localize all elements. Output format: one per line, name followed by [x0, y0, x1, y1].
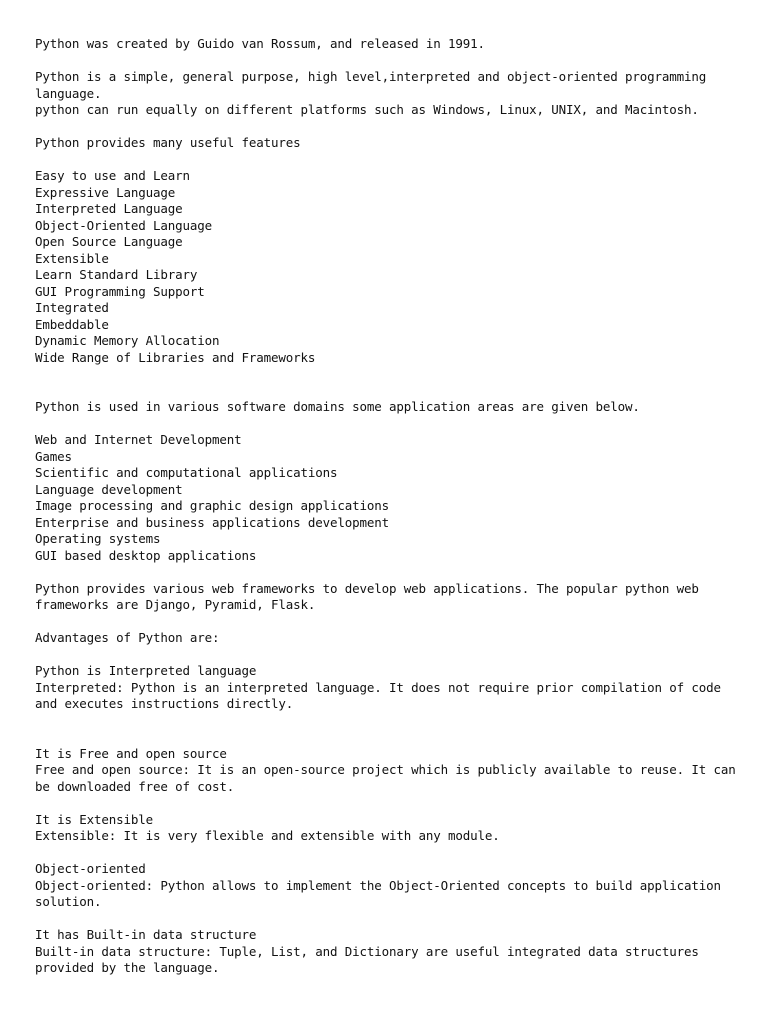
advantage-heading: It has Built-in data structure: [35, 927, 257, 942]
advantage-heading: Object-oriented: [35, 861, 146, 876]
advantage-detail: Interpreted: Python is an interpreted language. It does not require prior compilation of code and executes instructions directly.: [35, 679, 729, 711]
domain-item: Scientific and computational applications: [35, 465, 338, 480]
advantage-heading: It is Free and open source: [35, 745, 227, 761]
created-line: Python was created by Guido van Rossum, and released in 1991.: [35, 36, 485, 51]
domain-item: Image processing and graphic design applications: [35, 498, 390, 513]
domain-item: Operating systems: [35, 531, 161, 546]
advantage-heading: It is Extensible: [35, 811, 154, 827]
feature-item: Learn Standard Library: [35, 267, 198, 282]
feature-item: Dynamic Memory Allocation: [35, 333, 220, 348]
domains-list: [35, 432, 738, 564]
domains-intro: Python is used in various software domains some application areas are given below.: [35, 399, 640, 414]
domain-item: GUI based desktop applications: [35, 547, 257, 563]
domain-item: Games: [35, 448, 72, 464]
advantage-detail: Free and open source: It is an open-source project which is publicly available to reuse. It can be downloaded free of cost.: [35, 762, 744, 794]
feature-item: Integrated: [35, 300, 109, 315]
web-frameworks-paragraph: Python provides various web frameworks to develop web applications. The popular python web frameworks are Django, Pyramid, Flask.: [35, 580, 707, 612]
advantage-section: [35, 663, 738, 713]
advantage-heading: Python is Interpreted language: [35, 663, 257, 678]
feature-item: Easy to use and Learn: [35, 168, 190, 183]
feature-item: Open Source Language: [35, 234, 183, 249]
domain-item: Language development: [35, 481, 183, 497]
platforms-line: python can run equally on different platforms such as Windows, Linux, UNIX, and Macintosh.: [35, 102, 699, 117]
advantage-detail: Extensible: It is very flexible and extensible with any module.: [35, 828, 500, 843]
feature-item: Object-Oriented Language: [35, 217, 213, 233]
features-list: [35, 168, 738, 366]
advantage-section: [35, 745, 744, 796]
feature-item: Extensible: [35, 250, 109, 266]
features-intro: Python provides many useful features: [35, 135, 301, 150]
feature-item: Wide Range of Libraries and Frameworks: [35, 349, 316, 365]
domain-item: Web and Internet Development: [35, 432, 242, 447]
advantage-section: [35, 812, 738, 845]
advantage-section: [35, 927, 738, 977]
advantage-detail: Object-oriented: Python allows to implement the Object-Oriented concepts to build application solution.: [35, 877, 729, 909]
feature-item: Embeddable: [35, 316, 109, 332]
description-paragraph: Python is a simple, general purpose, high level,interpreted and object-oriented programming language.: [35, 69, 714, 101]
advantage-detail: Built-in data structure: Tuple, List, and Dictionary are useful integrated data structures provided by the language.: [35, 943, 707, 975]
advantages-intro: Advantages of Python are:: [35, 630, 220, 645]
feature-item: Expressive Language: [35, 184, 176, 200]
feature-item: GUI Programming Support: [35, 283, 205, 299]
feature-item: Interpreted Language: [35, 201, 183, 216]
domain-item: Enterprise and business applications development: [35, 514, 390, 530]
advantage-section: [35, 861, 738, 911]
